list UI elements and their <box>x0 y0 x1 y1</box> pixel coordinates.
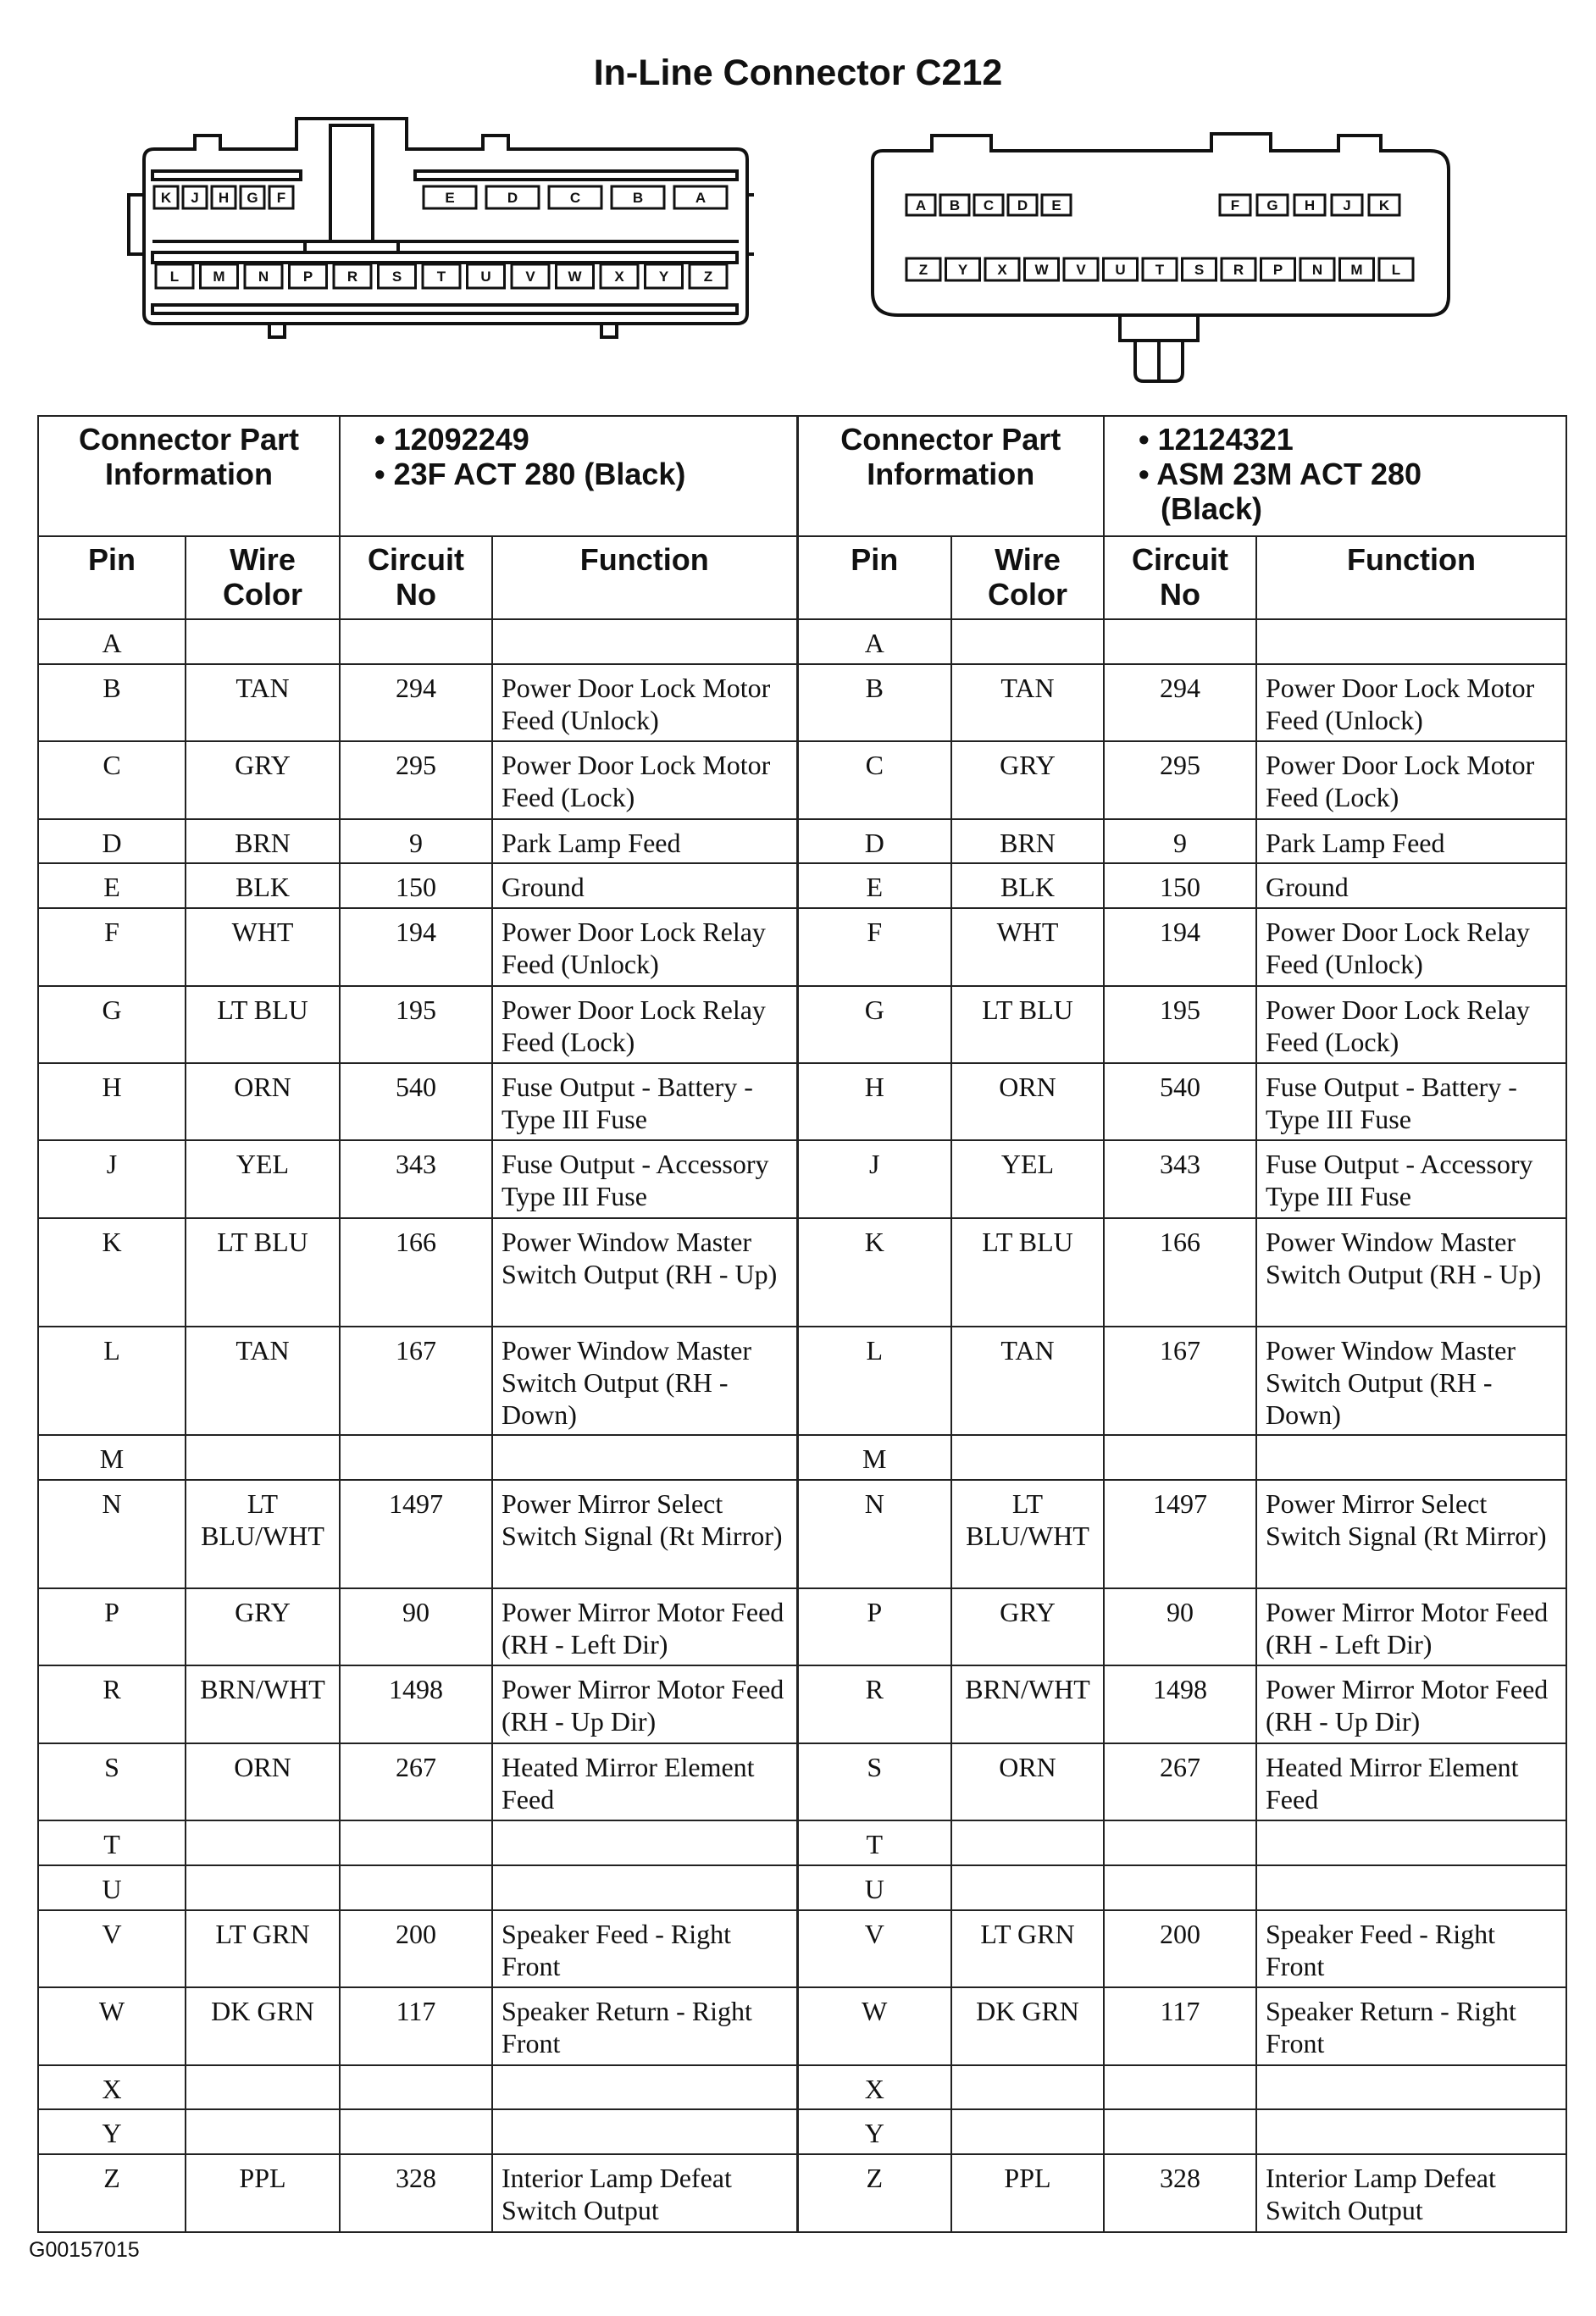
pin-cavity-label: Y <box>957 262 968 278</box>
wire-color-cell: LT GRN <box>186 1910 340 1987</box>
wire-color-cell: BRN/WHT <box>186 1665 340 1743</box>
circuit-cell <box>340 1435 492 1480</box>
wire-color-cell: TAN <box>951 664 1104 741</box>
table-row <box>38 986 1566 1063</box>
pin-cell: K <box>38 1218 186 1327</box>
col-header-pin: Pin <box>797 536 951 619</box>
pin-cavity-label: T <box>436 269 446 285</box>
wire-color-cell <box>186 2065 340 2110</box>
wire-color-cell: TAN <box>186 1327 340 1435</box>
pin-cell: V <box>38 1910 186 1987</box>
wire-color-cell <box>186 1435 340 1480</box>
function-cell: Power Mirror Motor Feed (RH - Up Dir) <box>492 1665 797 1743</box>
table-row <box>38 908 1566 985</box>
pin-cavity-label: G <box>1266 197 1278 213</box>
circuit-cell <box>340 2065 492 2110</box>
wire-color-cell: WHT <box>186 908 340 985</box>
pin-cell: D <box>797 819 951 864</box>
function-cell: Power Window Master Switch Output (RH - Down) <box>492 1327 797 1435</box>
pin-cell: L <box>38 1327 186 1435</box>
pin-cavity-label: K <box>160 190 172 206</box>
function-cell: Ground <box>1256 863 1566 908</box>
pin-cavity-label: A <box>695 190 707 206</box>
circuit-cell: 195 <box>340 986 492 1063</box>
table-row <box>38 741 1566 818</box>
pin-cell: C <box>797 741 951 818</box>
pin-cell: S <box>38 1743 186 1820</box>
pin-cell: L <box>797 1327 951 1435</box>
function-cell <box>1256 1820 1566 1865</box>
circuit-cell: 166 <box>340 1218 492 1327</box>
circuit-cell: 1497 <box>340 1480 492 1588</box>
pin-cavity-label: R <box>346 269 358 285</box>
circuit-cell: 267 <box>340 1743 492 1820</box>
col-header-circuit-no: Circuit No <box>340 536 492 619</box>
circuit-cell: 295 <box>340 741 492 818</box>
wire-color-cell <box>186 619 340 664</box>
circuit-cell: 294 <box>340 664 492 741</box>
pin-cell: P <box>38 1588 186 1665</box>
wire-color-cell: GRY <box>186 741 340 818</box>
pin-cavity-label: M <box>213 269 225 285</box>
pin-cavity-label: B <box>949 197 961 213</box>
part-numbers-right: • 12124321 • ASM 23M ACT 280 (Black) <box>1104 416 1566 536</box>
function-cell <box>492 2065 797 2110</box>
function-cell <box>1256 1865 1566 1910</box>
col-header-pin: Pin <box>38 536 186 619</box>
pin-cavity-label: J <box>191 190 199 206</box>
wire-color-cell: LT BLU/WHT <box>186 1480 340 1588</box>
circuit-cell: 194 <box>1104 908 1256 985</box>
pin-cell: P <box>797 1588 951 1665</box>
pin-cavity-label: U <box>480 269 491 285</box>
part-numbers-left: • 12092249 • 23F ACT 280 (Black) <box>340 416 797 536</box>
pin-cell: A <box>38 619 186 664</box>
circuit-cell: 1498 <box>1104 1665 1256 1743</box>
circuit-cell: 195 <box>1104 986 1256 1063</box>
col-header-function: Function <box>492 536 797 619</box>
wire-color-cell: BRN/WHT <box>951 1665 1104 1743</box>
pin-cavity-label: X <box>997 262 1007 278</box>
wire-color-cell: DK GRN <box>186 1987 340 2064</box>
circuit-cell: 90 <box>340 1588 492 1665</box>
wire-color-cell: BLK <box>186 863 340 908</box>
pin-cavity-label: E <box>1051 197 1061 213</box>
wire-color-cell <box>951 619 1104 664</box>
table-row <box>38 1665 1566 1743</box>
pin-cell: C <box>38 741 186 818</box>
pin-cell: E <box>38 863 186 908</box>
circuit-cell: 343 <box>1104 1140 1256 1217</box>
table-row <box>38 619 1566 664</box>
pin-cavity-label: A <box>915 197 927 213</box>
table-row <box>38 1588 1566 1665</box>
pin-cell: U <box>797 1865 951 1910</box>
pin-cavity-label: P <box>1272 262 1283 278</box>
wire-color-cell: YEL <box>186 1140 340 1217</box>
table-row <box>38 1218 1566 1327</box>
function-cell: Speaker Feed - Right Front <box>1256 1910 1566 1987</box>
pin-cell: R <box>797 1665 951 1743</box>
pin-cell: M <box>38 1435 186 1480</box>
function-cell <box>1256 619 1566 664</box>
col-header-wire-color: Wire Color <box>951 536 1104 619</box>
pin-cavity-label: L <box>169 269 180 285</box>
function-cell <box>492 1435 797 1480</box>
connector-part-header-right: Connector Part Information <box>797 416 1104 536</box>
function-cell: Power Mirror Motor Feed (RH - Up Dir) <box>1256 1665 1566 1743</box>
pin-cell: Y <box>797 2109 951 2154</box>
pin-cavity-label: S <box>391 269 402 285</box>
wire-color-cell: BRN <box>951 819 1104 864</box>
col-header-function: Function <box>1256 536 1566 619</box>
circuit-cell: 343 <box>340 1140 492 1217</box>
pin-cell: W <box>38 1987 186 2064</box>
pin-cell: G <box>38 986 186 1063</box>
circuit-cell: 167 <box>1104 1327 1256 1435</box>
function-cell <box>1256 2109 1566 2154</box>
function-cell: Park Lamp Feed <box>492 819 797 864</box>
table-row <box>38 1480 1566 1588</box>
page-title: In-Line Connector C212 <box>593 53 1003 93</box>
function-cell <box>492 619 797 664</box>
connector-part-header-left: Connector Part Information <box>38 416 340 536</box>
circuit-cell: 540 <box>1104 1063 1256 1140</box>
pin-cavity-label: J <box>1343 197 1351 213</box>
function-cell: Power Door Lock Relay Feed (Lock) <box>1256 986 1566 1063</box>
pin-cavity-label: R <box>1233 262 1244 278</box>
pin-cavity-label: Z <box>703 269 713 285</box>
table-row <box>38 1910 1566 1987</box>
pin-cell: J <box>38 1140 186 1217</box>
circuit-cell: 328 <box>340 2154 492 2232</box>
pin-cell: S <box>797 1743 951 1820</box>
function-cell: Power Door Lock Relay Feed (Lock) <box>492 986 797 1063</box>
pin-cell: H <box>797 1063 951 1140</box>
function-cell: Power Door Lock Motor Feed (Unlock) <box>1256 664 1566 741</box>
wire-color-cell: BRN <box>186 819 340 864</box>
function-cell <box>492 2109 797 2154</box>
wire-color-cell: PPL <box>951 2154 1104 2232</box>
function-cell <box>492 1820 797 1865</box>
pin-cavity-label: W <box>1034 262 1049 278</box>
wire-color-cell: TAN <box>186 664 340 741</box>
function-cell: Power Door Lock Relay Feed (Unlock) <box>1256 908 1566 985</box>
function-cell: Interior Lamp Defeat Switch Output <box>1256 2154 1566 2232</box>
pin-cavity-label: N <box>1311 262 1323 278</box>
table-row <box>38 2154 1566 2232</box>
circuit-cell: 1497 <box>1104 1480 1256 1588</box>
table-row <box>38 1435 1566 1480</box>
function-cell: Speaker Feed - Right Front <box>492 1910 797 1987</box>
pin-cavity-label: V <box>525 269 535 285</box>
pin-cavity-label: H <box>1304 197 1316 213</box>
circuit-cell: 267 <box>1104 1743 1256 1820</box>
pin-cavity-label: C <box>983 197 995 213</box>
function-cell: Power Mirror Motor Feed (RH - Left Dir) <box>492 1588 797 1665</box>
wire-color-cell <box>186 1865 340 1910</box>
wire-color-cell: LT BLU <box>951 1218 1104 1327</box>
pin-cell: M <box>797 1435 951 1480</box>
function-cell <box>1256 1435 1566 1480</box>
table-row <box>38 1140 1566 1217</box>
pin-cavity-label: V <box>1076 262 1086 278</box>
circuit-cell: 200 <box>1104 1910 1256 1987</box>
circuit-cell: 1498 <box>340 1665 492 1743</box>
pin-cell: Y <box>38 2109 186 2154</box>
pin-cavity-label: N <box>258 269 269 285</box>
function-cell: Speaker Return - Right Front <box>1256 1987 1566 2064</box>
pin-cell: Z <box>797 2154 951 2232</box>
function-cell: Power Door Lock Motor Feed (Lock) <box>1256 741 1566 818</box>
circuit-cell <box>1104 1865 1256 1910</box>
pin-cavity-label: F <box>1230 197 1240 213</box>
function-cell: Power Window Master Switch Output (RH - Down) <box>1256 1327 1566 1435</box>
wire-color-cell: BLK <box>951 863 1104 908</box>
function-cell: Fuse Output - Battery - Type III Fuse <box>492 1063 797 1140</box>
function-cell <box>1256 2065 1566 2110</box>
pin-cavity-label: D <box>1017 197 1028 213</box>
pin-cell: W <box>797 1987 951 2064</box>
pin-cell: T <box>797 1820 951 1865</box>
wire-color-cell: LT BLU <box>951 986 1104 1063</box>
pin-cavity-label: G <box>247 190 258 206</box>
circuit-cell: 200 <box>340 1910 492 1987</box>
function-cell: Interior Lamp Defeat Switch Output <box>492 2154 797 2232</box>
function-cell: Power Mirror Select Switch Signal (Rt Mirror) <box>1256 1480 1566 1588</box>
pin-cell: H <box>38 1063 186 1140</box>
function-cell: Power Door Lock Motor Feed (Lock) <box>492 741 797 818</box>
pin-cavity-label: W <box>568 269 582 285</box>
circuit-cell <box>1104 619 1256 664</box>
circuit-cell: 166 <box>1104 1218 1256 1327</box>
pin-cavity-label: F <box>276 190 286 206</box>
wire-color-cell: GRY <box>951 1588 1104 1665</box>
wire-color-cell: WHT <box>951 908 1104 985</box>
pin-cavity-label: S <box>1194 262 1205 278</box>
wire-color-cell: DK GRN <box>951 1987 1104 2064</box>
table-row <box>38 1820 1566 1865</box>
function-cell: Fuse Output - Accessory Type III Fuse <box>492 1140 797 1217</box>
circuit-cell <box>340 1820 492 1865</box>
circuit-cell: 540 <box>340 1063 492 1140</box>
circuit-cell <box>340 1865 492 1910</box>
pin-cavity-label: M <box>1350 262 1363 278</box>
wire-color-cell: GRY <box>951 741 1104 818</box>
table-row <box>38 819 1566 864</box>
pin-cavity-label: X <box>614 269 624 285</box>
circuit-cell: 194 <box>340 908 492 985</box>
wire-color-cell <box>951 1865 1104 1910</box>
pin-cavity-label: Y <box>658 269 669 285</box>
pin-cell: F <box>797 908 951 985</box>
pin-cell: X <box>38 2065 186 2110</box>
function-cell <box>492 1865 797 1910</box>
table-row <box>38 1865 1566 1910</box>
pin-cell: B <box>38 664 186 741</box>
wire-color-cell: LT BLU/WHT <box>951 1480 1104 1588</box>
pin-cell: X <box>797 2065 951 2110</box>
circuit-cell: 117 <box>340 1987 492 2064</box>
table-row <box>38 1987 1566 2064</box>
table-row <box>38 1743 1566 1820</box>
function-cell: Power Mirror Select Switch Signal (Rt Mirror) <box>492 1480 797 1588</box>
pin-cell: V <box>797 1910 951 1987</box>
figure-code: G00157015 <box>29 2238 140 2262</box>
pin-cavity-label: K <box>1378 197 1390 213</box>
wire-color-cell: ORN <box>951 1743 1104 1820</box>
circuit-cell <box>1104 2109 1256 2154</box>
wire-color-cell <box>951 2065 1104 2110</box>
table-row <box>38 2065 1566 2110</box>
table-row <box>38 863 1566 908</box>
wire-color-cell: LT GRN <box>951 1910 1104 1987</box>
circuit-cell <box>1104 1435 1256 1480</box>
pin-cavity-label: U <box>1115 262 1126 278</box>
wire-color-cell: PPL <box>186 2154 340 2232</box>
circuit-cell <box>340 619 492 664</box>
circuit-cell: 90 <box>1104 1588 1256 1665</box>
wire-color-cell: GRY <box>186 1588 340 1665</box>
pin-cavity-label: B <box>632 190 644 206</box>
col-header-circuit-no: Circuit No <box>1104 536 1256 619</box>
circuit-cell: 150 <box>1104 863 1256 908</box>
pin-table <box>37 415 1567 2233</box>
pin-cell: R <box>38 1665 186 1743</box>
wire-color-cell <box>951 2109 1104 2154</box>
pin-cavity-label: T <box>1155 262 1165 278</box>
function-cell: Power Door Lock Motor Feed (Unlock) <box>492 664 797 741</box>
circuit-cell: 294 <box>1104 664 1256 741</box>
connector-right-diagram <box>864 127 1457 407</box>
wire-color-cell: ORN <box>186 1743 340 1820</box>
table-row <box>38 1063 1566 1140</box>
col-header-wire-color: Wire Color <box>186 536 340 619</box>
function-cell: Power Mirror Motor Feed (RH - Left Dir) <box>1256 1588 1566 1665</box>
pin-cell: K <box>797 1218 951 1327</box>
pin-cell: F <box>38 908 186 985</box>
wire-color-cell <box>186 2109 340 2154</box>
wire-color-cell: ORN <box>186 1063 340 1140</box>
circuit-cell <box>1104 1820 1256 1865</box>
function-cell: Park Lamp Feed <box>1256 819 1566 864</box>
wire-color-cell <box>186 1820 340 1865</box>
function-cell: Power Window Master Switch Output (RH - Up) <box>1256 1218 1566 1327</box>
pin-cavity-label: L <box>1391 262 1401 278</box>
wire-color-cell: LT BLU <box>186 986 340 1063</box>
function-cell: Speaker Return - Right Front <box>492 1987 797 2064</box>
function-cell: Heated Mirror Element Feed <box>492 1743 797 1820</box>
circuit-cell: 295 <box>1104 741 1256 818</box>
circuit-cell <box>1104 2065 1256 2110</box>
function-cell: Fuse Output - Accessory Type III Fuse <box>1256 1140 1566 1217</box>
table-row <box>38 664 1566 741</box>
pin-cavity-label: C <box>569 190 581 206</box>
circuit-cell: 9 <box>340 819 492 864</box>
pin-cell: N <box>797 1480 951 1588</box>
wire-color-cell: YEL <box>951 1140 1104 1217</box>
pin-cell: U <box>38 1865 186 1910</box>
connector-left-diagram <box>127 102 754 339</box>
wire-color-cell: LT BLU <box>186 1218 340 1327</box>
wire-color-cell: ORN <box>951 1063 1104 1140</box>
table-row <box>38 1327 1566 1435</box>
function-cell: Power Door Lock Relay Feed (Unlock) <box>492 908 797 985</box>
function-cell: Heated Mirror Element Feed <box>1256 1743 1566 1820</box>
circuit-cell: 9 <box>1104 819 1256 864</box>
circuit-cell: 150 <box>340 863 492 908</box>
table-row <box>38 2109 1566 2154</box>
pin-cavity-label: P <box>302 269 313 285</box>
pin-cell: B <box>797 664 951 741</box>
wire-color-cell <box>951 1820 1104 1865</box>
pin-cell: G <box>797 986 951 1063</box>
pin-cavity-label: H <box>218 190 230 206</box>
pin-cell: Z <box>38 2154 186 2232</box>
pin-cell: J <box>797 1140 951 1217</box>
circuit-cell <box>340 2109 492 2154</box>
circuit-cell: 117 <box>1104 1987 1256 2064</box>
function-cell: Fuse Output - Battery - Type III Fuse <box>1256 1063 1566 1140</box>
circuit-cell: 167 <box>340 1327 492 1435</box>
pin-cell: D <box>38 819 186 864</box>
function-cell: Power Window Master Switch Output (RH - Up) <box>492 1218 797 1327</box>
pin-cell: T <box>38 1820 186 1865</box>
wire-color-cell <box>951 1435 1104 1480</box>
pin-cell: N <box>38 1480 186 1588</box>
function-cell: Ground <box>492 863 797 908</box>
pin-cavity-label: E <box>445 190 455 206</box>
wire-color-cell: TAN <box>951 1327 1104 1435</box>
circuit-cell: 328 <box>1104 2154 1256 2232</box>
pin-cell: A <box>797 619 951 664</box>
pin-cavity-label: D <box>507 190 518 206</box>
pin-cell: E <box>797 863 951 908</box>
pin-cavity-label: Z <box>918 262 928 278</box>
